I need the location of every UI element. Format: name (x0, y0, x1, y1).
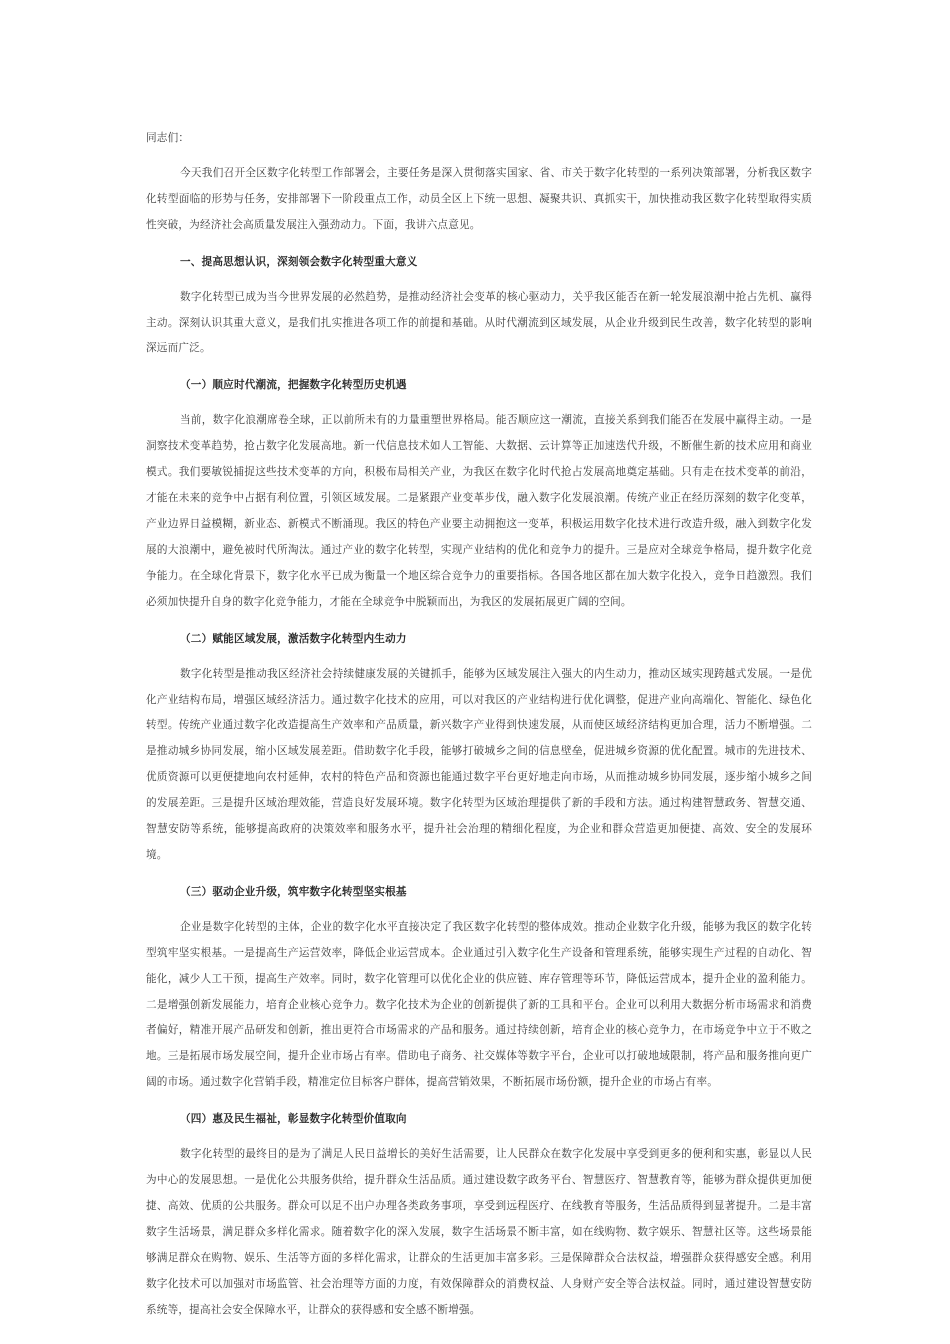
greeting: 同志们： (146, 132, 190, 144)
subsection-heading-2: （二）赋能区域发展，激活数字化转型内生动力 (180, 632, 407, 645)
section-1-paragraph: 数字化转型已成为当今世界发展的必然趋势，是推动经济社会变革的核心驱动力，关乎我区能否在新一轮发展浪潮中抢占先机、赢得主动。深刻认识其重大意义，是我们扎实推进各项工作的前提和基础。从时代潮流到区域发展，从企业升级到民生改善，数字化转型的影响深远而广泛。 (146, 290, 812, 355)
subsection-heading-4: （四）惠及民生福祉，彰显数字化转型价值取向 (180, 1113, 407, 1126)
subsection-3-paragraph: 企业是数字化转型的主体，企业的数字化水平直接决定了我区数字化转型的整体成效。推动企业数字化升级，能够为我区的数字化转型筑牢坚实根基。一是提高生产运营效率，降低企业运营成本。企业通过引入数字化生产设备和管理系统，能够实现生产过程的自动化、智能化，减少人工干预，提高生产效率。同时，数字化管理可以优化企业的供应链、库存管理等环节，降低运营成本，提升企业的盈利能力。二是增强创新发展能力，培育企业核心竞争力。数字化技术为企业的创新提供了新的工具和平台。企业可以利用大数据分析市场需求和消费者偏好，精准开展产品研发和创新，推出更符合市场需求的产品和服务。通过持续创新，培育企业的核心竞争力，在市场竞争中立于不败之地。三是拓展市场发展空间，提升企业市场占有率。借助电子商务、社交媒体等数字平台，企业可以打破地域限制，将产品和服务推向更广阔的市场。通过数字化营销手段，精准定位目标客户群体，提高营销效果，不断拓展市场份额，提升企业的市场占有率。 (146, 920, 812, 1089)
subsection-heading-3: （三）驱动企业升级，筑牢数字化转型坚实根基 (180, 885, 407, 898)
section-heading-1: 一、提高思想认识，深刻领会数字化转型重大意义 (180, 255, 418, 268)
intro-paragraph: 今天我们召开全区数字化转型工作部署会，主要任务是深入贯彻落实国家、省、市关于数字化转型的一系列决策部署，分析我区数字化转型面临的形势与任务，安排部署下一阶段重点工作，动员全区上下统一思想、凝聚共识、真抓实干，加快推动我区数字化转型取得实质性突破，为经济社会高质量发展注入强劲动力。下面，我讲六点意见。 (146, 166, 812, 231)
subsection-heading-1: （一）顺应时代潮流，把握数字化转型历史机遇 (180, 379, 407, 392)
subsection-1-paragraph: 当前，数字化浪潮席卷全球，正以前所未有的力量重塑世界格局。能否顺应这一潮流，直接关系到我们能否在发展中赢得主动。一是洞察技术变革趋势，抢占数字化发展高地。新一代信息技术如人工智能、大数据、云计算等正加速迭代升级，不断催生新的技术应用和商业模式。我们要敏锐捕捉这些技术变革的方向，积极布局相关产业，为我区在数字化时代抢占发展高地奠定基础。只有走在技术变革的前沿，才能在未来的竞争中占据有利位置，引领区域发展。二是紧跟产业变革步伐，融入数字化发展浪潮。传统产业正在经历深刻的数字化变革，产业边界日益模糊，新业态、新模式不断涌现。我区的特色产业要主动拥抱这一变革，积极运用数字化技术进行改造升级，融入到数字化发展的大浪潮中，避免被时代所淘汰。通过产业的数字化转型，实现产业结构的优化和竞争力的提升。三是应对全球竞争格局，提升数字化竞争能力。在全球化背景下，数字化水平已成为衡量一个地区综合竞争力的重要指标。各国各地区都在加大数字化投入，竞争日趋激烈。我们必须加快提升自身的数字化竞争能力，才能在全球竞争中脱颖而出，为我区的发展拓展更广阔的空间。 (146, 414, 812, 608)
subsection-4-paragraph: 数字化转型的最终目的是为了满足人民日益增长的美好生活需要，让人民群众在数字化发展中享受到更多的便利和实惠，彰显以人民为中心的发展思想。一是优化公共服务供给，提升群众生活品质。通过建设数字政务平台、智慧医疗、智慧教育等，能够为群众提供更加便捷、高效、优质的公共服务。群众可以足不出户办理各类政务事项，享受到远程医疗、在线教育等服务，生活品质得到显著提升。二是丰富数字生活场景，满足群众多样化需求。随着数字化的深入发展，数字生活场景不断丰富，如在线购物、数字娱乐、智慧社区等。这些场景能够满足群众在购物、娱乐、生活等方面的多样化需求，让群众的生活更加丰富多彩。三是保障群众合法权益，增强群众获得感安全感。利用数字化技术可以加强对市场监管、社会治理等方面的力度，有效保障群众的消费权益、人身财产安全等合法权益。同时，通过建设智慧安防系统等，提高社会安全保障水平，让群众的获得感和安全感不断增强。 (146, 1148, 812, 1316)
subsection-2-paragraph: 数字化转型是推动我区经济社会持续健康发展的关键抓手，能够为区域发展注入强大的内生动力，推动区域实现跨越式发展。一是优化产业结构布局，增强区域经济活力。通过数字化技术的应用，可以对我区的产业结构进行优化调整，促进产业向高端化、智能化、绿色化转型。传统产业通过数字化改造提高生产效率和产品质量，新兴数字产业得到快速发展，从而使区域经济结构更加合理，活力不断增强。二是推动城乡协同发展，缩小区域发展差距。借助数字化手段，能够打破城乡之间的信息壁垒，促进城乡资源的优化配置。城市的先进技术、优质资源可以更便捷地向农村延伸，农村的特色产品和资源也能通过数字平台更好地走向市场，从而推动城乡协同发展，逐步缩小城乡之间的发展差距。三是提升区域治理效能，营造良好发展环境。数字化转型为区域治理提供了新的手段和方法。通过构建智慧政务、智慧交通、智慧安防等系统，能够提高政府的决策效率和服务水平，提升社会治理的精细化程度，为企业和群众营造更加便捷、高效、安全的发展环境。 (146, 667, 812, 861)
document-page (146, 126, 812, 1334)
